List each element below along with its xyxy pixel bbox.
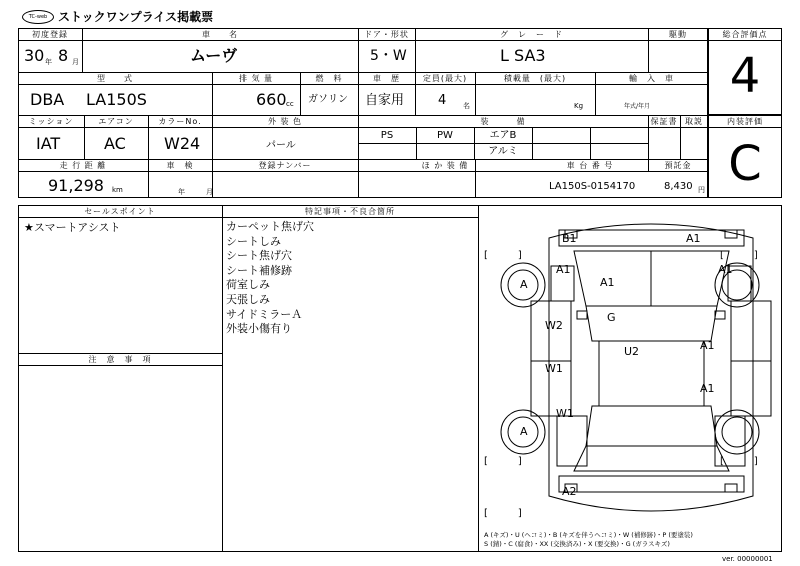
label-mission: ミッション — [28, 117, 74, 126]
damage-mark: A — [520, 425, 528, 438]
grade: L SA3 — [500, 46, 546, 65]
note-item: 外装小傷有り — [226, 322, 292, 336]
logo: TC-web — [22, 10, 54, 24]
note-item: シート焦げ穴 — [226, 249, 292, 263]
first-reg-month: 8 — [58, 46, 69, 65]
damage-mark: A1 — [700, 382, 715, 395]
equipment-item: PW — [437, 130, 453, 141]
cc-unit: cc — [286, 100, 294, 108]
mission: IAT — [36, 134, 61, 153]
label-first-reg: 初度登録 — [32, 30, 68, 39]
capacity: 4 — [438, 93, 447, 108]
label-capacity: 定員(最大) — [422, 74, 468, 83]
label-fuel: 燃 料 — [315, 74, 343, 83]
year-unit: 年 — [45, 58, 52, 66]
label-inspection: 車 検 — [166, 161, 194, 170]
sales-label: セールスポイント — [84, 207, 156, 216]
insp-month-unit: 月 — [206, 188, 213, 196]
deposit: 8,430 — [664, 181, 693, 192]
label-drive: 駆動 — [669, 30, 687, 39]
score-value: 4 — [729, 48, 761, 104]
load-unit: Kg — [574, 102, 584, 110]
damage-mark: A — [520, 278, 528, 291]
import-unit: 年式/年月 — [624, 103, 651, 110]
car-name: ムーヴ — [190, 46, 238, 65]
damage-mark: A1 — [600, 276, 615, 289]
damage-mark: B1 — [562, 232, 577, 245]
label-mileage: 走 行 距 離 — [59, 161, 107, 170]
damage-mark: W1 — [556, 407, 574, 420]
label-chassis: 車 台 番 号 — [566, 161, 614, 170]
label-history: 車 歴 — [373, 74, 400, 83]
damage-mark: A2 — [562, 485, 577, 498]
interior-value: C — [728, 136, 762, 192]
note-item: 荷室しみ — [226, 278, 270, 292]
bracket-marker: [ ] — [484, 250, 522, 261]
label-other-eq: ほ か 装 備 — [421, 161, 469, 170]
label-load: 積載量 (最大) — [503, 74, 567, 83]
equipment-item: アルミ — [488, 146, 518, 157]
label-model: 型 式 — [97, 74, 133, 83]
note-item: シート補修跡 — [226, 263, 292, 277]
label-aircon: エアコン — [98, 117, 134, 126]
version-label: ver. 00000001 — [722, 555, 773, 563]
door-type: 5・W — [370, 48, 407, 64]
label-deposit: 預託金 — [664, 161, 692, 170]
note-item: 天張しみ — [226, 292, 270, 306]
sales-point: ★スマートアシスト — [24, 221, 121, 234]
chassis-number: LA150S-0154170 — [549, 181, 636, 192]
damage-mark: A1 — [700, 339, 715, 352]
label-color: 外 装 色 — [267, 117, 303, 126]
score-label: 総合評価点 — [722, 30, 768, 39]
first-reg-year: 30 — [24, 46, 45, 65]
mileage: 91,298 — [48, 176, 104, 195]
note-item: シートしみ — [226, 234, 281, 248]
label-plate: 登録ナンバー — [258, 161, 312, 170]
km-unit: km — [112, 186, 123, 194]
label-displacement: 排 気 量 — [238, 74, 274, 83]
legend-line: A (キズ)・U (ヘコミ)・B (キズを伴うヘコミ)・W (補修跡)・P (要塗装) — [484, 531, 693, 539]
equipment-item: エアB — [489, 130, 517, 141]
bracket-marker: [ ] — [720, 456, 758, 467]
label-equipment: 装 備 — [480, 117, 526, 126]
damage-mark: A1 — [556, 263, 571, 276]
insp-year-unit: 年 — [178, 188, 185, 196]
yen-unit: 円 — [698, 186, 705, 194]
damage-mark: U2 — [624, 345, 640, 358]
legend-line: S (錆)・C (腐食)・XX (交換済み)・X (要交換)・G (ガラスキズ) — [484, 540, 670, 548]
label-color-no: カラーNo. — [158, 117, 202, 126]
notes-list — [226, 220, 314, 337]
damage-mark: W1 — [545, 362, 563, 375]
model-prefix: DBA — [30, 90, 65, 109]
note-item: サイドミラーＡ — [226, 307, 303, 321]
label-manual: 取説 — [685, 117, 703, 126]
label-name: 車 名 — [202, 30, 238, 39]
label-door: ドア・形状 — [364, 30, 409, 39]
color-no: W24 — [164, 134, 201, 153]
fuel: ガソリン — [308, 94, 348, 105]
notes-label: 特記事項・不良合箇所 — [305, 207, 395, 216]
color: パール — [266, 140, 296, 151]
equipment-item: PS — [380, 130, 394, 141]
history: 自家用 — [365, 93, 405, 108]
bracket-marker: [ ] — [484, 508, 522, 519]
month-unit: 月 — [72, 58, 79, 66]
bracket-marker: [ ] — [484, 456, 522, 467]
note-item: カーペット焦げ穴 — [226, 220, 314, 233]
displacement: 660 — [256, 90, 287, 109]
label-grade: グ レ ー ド — [500, 30, 563, 39]
capacity-unit: 名 — [463, 102, 470, 110]
label-import: 輸 入 車 — [629, 74, 674, 83]
page-title: ストックワンプライス掲載票 — [58, 10, 214, 24]
label-warranty: 保証書 — [650, 117, 678, 126]
damage-mark: G — [607, 311, 616, 324]
damage-mark: A1 — [718, 263, 733, 276]
info-table — [18, 28, 708, 198]
bracket-marker: [ ] — [720, 250, 758, 261]
caution-label: 注 意 事 項 — [88, 355, 152, 364]
damage-mark: W2 — [545, 319, 563, 332]
model: LA150S — [86, 90, 147, 109]
damage-mark: A1 — [686, 232, 701, 245]
aircon: AC — [104, 134, 126, 153]
interior-label: 内装評価 — [727, 117, 763, 126]
